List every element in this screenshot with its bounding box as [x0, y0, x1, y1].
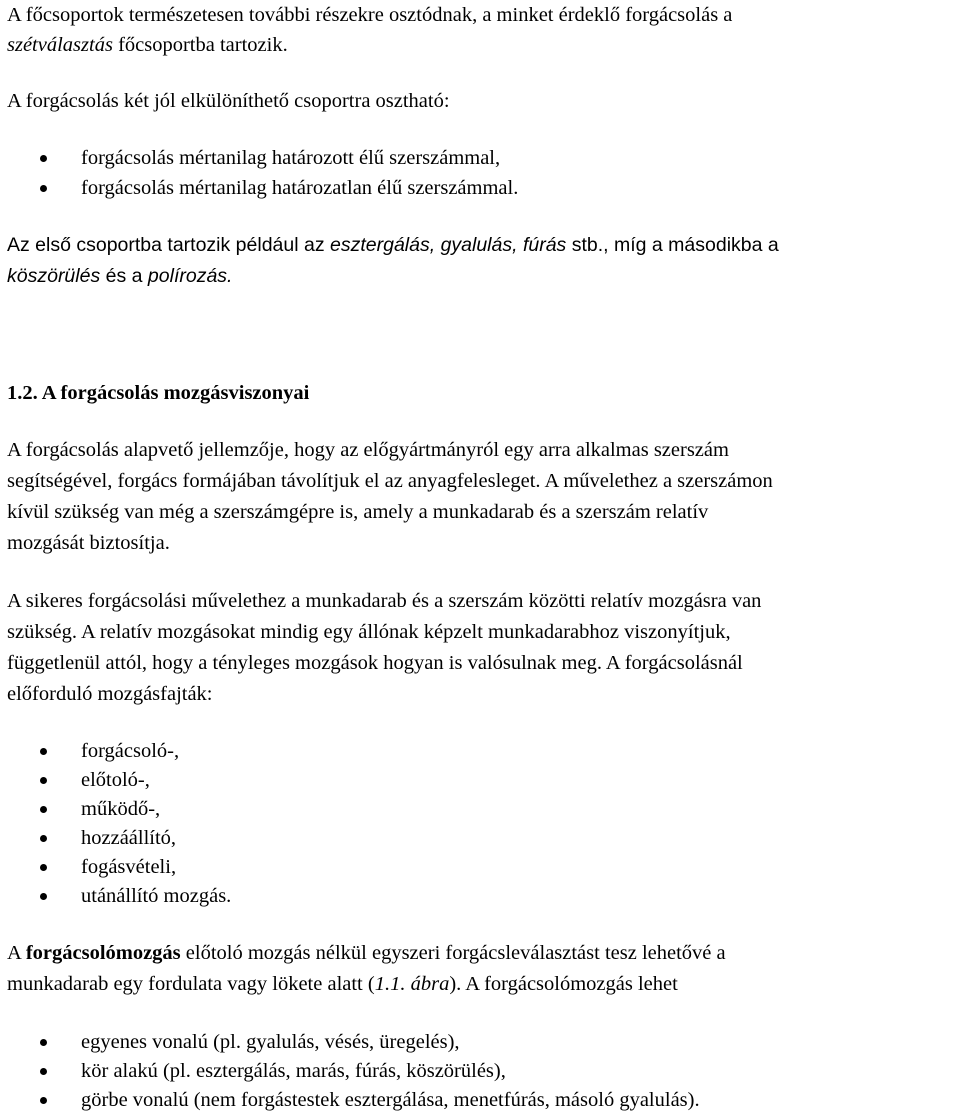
- bullet-icon: [40, 835, 47, 842]
- bullet-icon: [40, 1068, 47, 1075]
- text-line: [7, 232, 779, 258]
- list-item: [81, 796, 160, 822]
- text-line: A főcsoportok természetesen további részekre osztódnak, a minket érdeklő forgácsolás a: [7, 4, 733, 26]
- text-fragment: főcsoportba tartozik.: [112, 34, 288, 56]
- bullet-icon: [40, 777, 47, 784]
- text-fragment: és a: [100, 265, 148, 287]
- list-item-text: előtoló-,: [81, 769, 150, 791]
- bullet-icon: [40, 155, 47, 162]
- italic-term: szétválasztás: [7, 34, 113, 56]
- bullet-icon: [40, 1097, 47, 1104]
- bullet-icon: [40, 893, 47, 900]
- text-line: [7, 940, 726, 966]
- list-item: [81, 883, 231, 909]
- text-line: függetlenül attól, hogy a tényleges mozgások hogyan is valósulnak meg. A forgácsolásnál: [7, 652, 743, 674]
- text-line: segítségével, forgács formájában távolítjuk el az anyagfelesleget. A művelethez a szerszámon: [7, 470, 773, 492]
- bullet-icon: [40, 864, 47, 871]
- italic-term: polírozás.: [147, 265, 233, 287]
- figure-reference: 1.1. ábra: [374, 973, 450, 995]
- text-line: [7, 32, 288, 58]
- list-item-text: forgácsoló-,: [81, 740, 180, 762]
- text-line: [7, 971, 678, 997]
- list-item-text: forgácsolás mértanilag határozatlan élű szerszámmal.: [81, 177, 519, 199]
- text-fragment: előtoló mozgás nélkül egyszeri forgácsleválasztást tesz lehetővé a: [180, 942, 726, 964]
- text-line: kívül szükség van még a szerszámgépre is, amely a munkadarab és a szerszám relatív: [7, 501, 709, 523]
- text-line: A forgácsolás két jól elkülöníthető csoportra osztható:: [7, 90, 450, 112]
- text-fragment: munkadarab egy fordulata vagy lökete alatt (: [7, 973, 375, 995]
- text-line: szükség. A relatív mozgásokat mindig egy állónak képzelt munkadarabhoz viszonyítjuk,: [7, 621, 731, 643]
- list-item: [81, 1058, 506, 1084]
- text-line: előforduló mozgásfajták:: [7, 683, 213, 705]
- bold-term: forgácsolómozgás: [25, 942, 181, 964]
- bullet-icon: [40, 748, 47, 755]
- list-item-text: hozzáállító,: [81, 827, 177, 849]
- text-line: [7, 263, 232, 289]
- text-fragment: A: [7, 942, 26, 964]
- list-item: [81, 145, 500, 171]
- list-item-text: működő-,: [81, 798, 161, 820]
- list-item-text: utánállító mozgás.: [81, 885, 232, 907]
- bullet-icon: [40, 1039, 47, 1046]
- text-fragment: ). A forgácsolómozgás lehet: [449, 973, 678, 995]
- list-item: [81, 738, 179, 764]
- bullet-icon: [40, 806, 47, 813]
- text-line: A sikeres forgácsolási művelethez a munkadarab és a szerszám közötti relatív mozgásra van: [7, 590, 762, 612]
- bullet-icon: [40, 185, 47, 192]
- italic-term: esztergálás, gyalulás, fúrás: [330, 234, 567, 256]
- list-item-text: egyenes vonalú (pl. gyalulás, vésés, üregelés),: [81, 1031, 460, 1053]
- list-item-text: forgácsolás mértanilag határozott élű szerszámmal,: [81, 147, 501, 169]
- text-fragment: stb., míg a másodikba a: [566, 234, 779, 256]
- list-item: [81, 825, 176, 851]
- text-line: mozgását biztosítja.: [7, 532, 170, 554]
- text-line: A forgácsolás alapvető jellemzője, hogy az előgyártmányról egy arra alkalmas szerszám: [7, 439, 729, 461]
- list-item: [81, 854, 176, 880]
- text-fragment: Az első csoportba tartozik például az: [7, 234, 331, 256]
- section-heading: 1.2. A forgácsolás mozgásviszonyai: [7, 382, 310, 404]
- list-item: [81, 767, 150, 793]
- list-item: [81, 175, 518, 201]
- list-item-text: fogásvételi,: [81, 856, 177, 878]
- italic-term: köszörülés: [7, 265, 101, 287]
- list-item-text: kör alakú (pl. esztergálás, marás, fúrás, köszörülés),: [81, 1060, 506, 1082]
- list-item-text: görbe vonalú (nem forgástestek esztergálása, menetfúrás, másoló gyalulás).: [81, 1089, 700, 1111]
- list-item: [81, 1029, 460, 1055]
- list-item: [81, 1087, 700, 1113]
